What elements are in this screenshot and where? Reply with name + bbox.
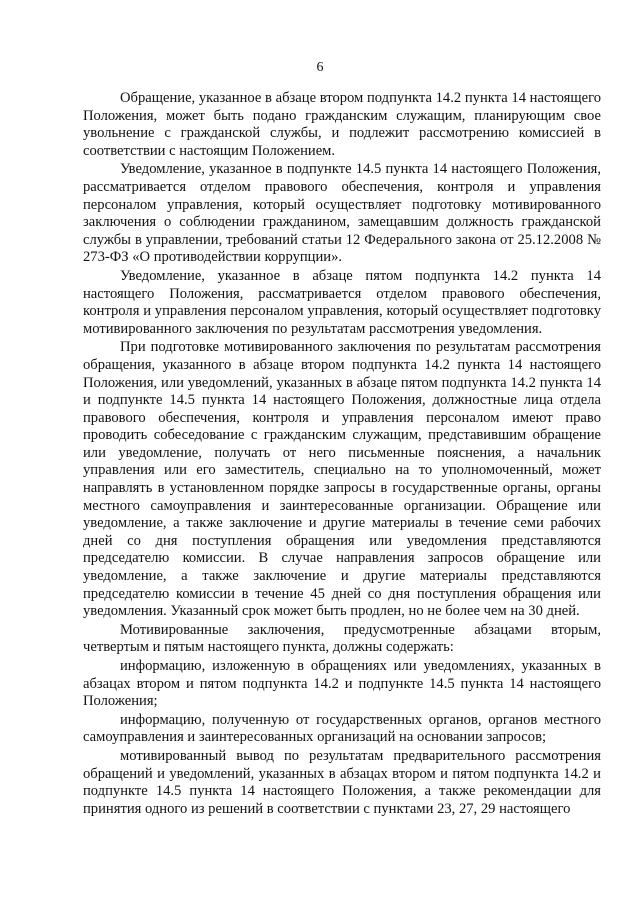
- paragraph-appeal-submission: Обращение, указанное в абзаце втором подпункта 14.2 пункта 14 настоящего Положения, может быть подано гражданским служащим, планирующим свое увольнение с гражданской службы, и подлежит рассмотрению комиссией в соответствии с настоящим Положением.: [83, 90, 601, 159]
- paragraph-notice-14-2: Уведомление, указанное в абзаце пятом подпункта 14.2 пункта 14 настоящего Положения, рассматривается отделом правового обеспечения, контроля и управления персоналом управления, который осуществляет подготовку мотивированного заключения по результатам рассмотрения уведомления.: [83, 267, 601, 337]
- list-item-information-from-appeals: информацию, изложенную в обращениях или уведомлениях, указанных в абзацах втором и пятом подпункта 14.2 и подпункте 14.5 пункта 14 настоящего Положения;: [83, 658, 601, 710]
- page-number: 6: [316, 60, 324, 75]
- document-body: [83, 90, 601, 819]
- paragraph-preparation-of-conclusion: При подготовке мотивированного заключения по результатам рассмотрения обращения, указанного в абзаце втором подпункта 14.2 пункта 14 настоящего Положения, или уведомлений, указанных в абзаце пятом подпункта 14.2 пункта 14 и подпункте 14.5 пункта 14 настоящего Положения, должностные лица отдела правового обеспечения, контроля и управления персоналом имеют право проводить собеседование с гражданским служащим, представившим обращение или уведомление, получать от него письменные пояснения, а начальник управления или его заместитель, специально на то уполномоченный, может направлять в установленном порядке запросы в государственные органы, органы местного самоуправления и заинтересованные организации. Обращение или уведомление, а также заключение и другие материалы в течение семи рабочих дней со дня поступления обращения или уведомления представляются председателю комиссии. В случае направления запросов обращение или уведомление, а также заключение и другие материалы представляются председателю комиссии в течение 45 дней со дня поступления обращения или уведомления. Указанный срок может быть продлен, но не более чем на 30 дней.: [83, 339, 601, 620]
- paragraph-conclusion-contents-intro: Мотивированные заключения, предусмотренные абзацами вторым, четвертым и пятым настоящего пункта, должны содержать:: [83, 621, 601, 656]
- paragraph-notice-14-5: Уведомление, указанное в подпункте 14.5 пункта 14 настоящего Положения, рассматривается отделом правового обеспечения, контроля и управления персоналом управления, который осуществляет подготовку мотивированного заключения о соблюдении гражданином, замещавшим должность гражданской службы в управлении, требований статьи 12 Федерального закона от 25.12.2008 № 273-ФЗ «О противодействии коррупции».: [83, 161, 601, 266]
- list-item-information-from-authorities: информацию, полученную от государственных органов, органов местного самоуправления и заинтересованных организаций на основании запросов;: [83, 711, 601, 746]
- list-item-reasoned-conclusion: мотивированный вывод по результатам предварительного рассмотрения обращений и уведомлений, указанных в абзацах втором и пятом подпункта 14.2 и подпункте 14.5 пункта 14 настоящего Положения, а также рекомендации для принятия одного из решений в соответствии с пунктами 23, 27, 29 настоящего: [83, 747, 601, 817]
